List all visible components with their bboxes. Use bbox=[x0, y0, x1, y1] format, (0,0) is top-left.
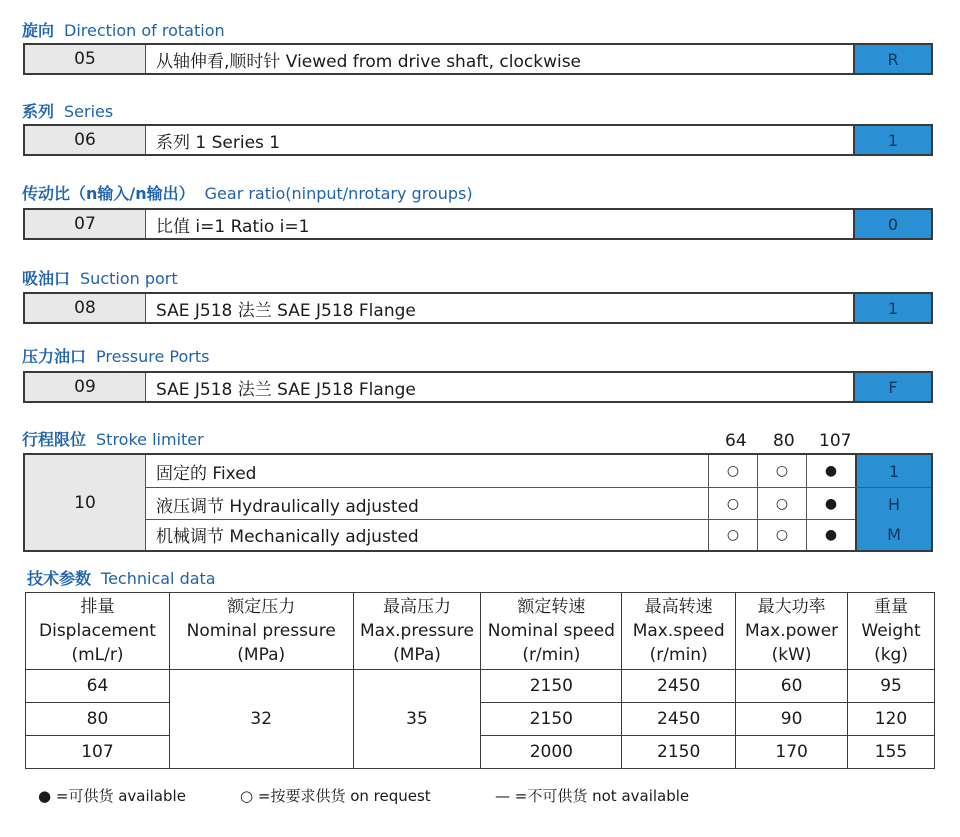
cell-max-speed: 2450 bbox=[622, 703, 736, 736]
stroke-limiter-grid bbox=[23, 453, 933, 552]
legend-not-available-text: =不可供货 not available bbox=[514, 787, 690, 805]
option-code: 05 bbox=[25, 45, 146, 73]
legend-available-text: =可供货 available bbox=[55, 787, 186, 805]
availability-mark: ● bbox=[806, 455, 855, 487]
section-title-en: Technical data bbox=[101, 569, 216, 588]
header-weight: 重量 Weight (kg) bbox=[848, 593, 935, 670]
availability-mark: ● bbox=[806, 519, 855, 550]
cell-max-power: 60 bbox=[736, 670, 848, 703]
filled-dot-icon: ● bbox=[38, 787, 52, 805]
option-value: F bbox=[853, 373, 931, 401]
cell-max-pressure: 35 bbox=[353, 670, 481, 769]
option-code: 07 bbox=[25, 210, 146, 238]
section-title-suction-port bbox=[22, 269, 178, 289]
section-title-en: Direction of rotation bbox=[64, 21, 225, 40]
option-value: M bbox=[855, 519, 931, 550]
option-description: 系列 1 Series 1 bbox=[156, 132, 281, 153]
section-title-cn: 吸油口 bbox=[22, 269, 71, 288]
option-row-gear-ratio bbox=[23, 208, 933, 240]
section-title-cn: 系列 bbox=[22, 102, 55, 121]
option-row-pressure-ports bbox=[23, 371, 933, 403]
header-max-speed: 最高转速 Max.speed (r/min) bbox=[622, 593, 736, 670]
cell-displacement: 80 bbox=[26, 703, 170, 736]
option-value: 1 bbox=[853, 126, 931, 154]
size-label-107: 107 bbox=[819, 431, 852, 451]
legend-not-available bbox=[495, 785, 689, 806]
legend-available bbox=[38, 785, 186, 806]
cell-displacement: 107 bbox=[26, 736, 170, 769]
header-nominal-speed: 额定转速 Nominal speed (r/min) bbox=[481, 593, 622, 670]
option-code: 09 bbox=[25, 373, 146, 401]
cell-nominal-speed: 2000 bbox=[481, 736, 622, 769]
section-title-cn: 压力油口 bbox=[22, 347, 87, 366]
cell-weight: 155 bbox=[848, 736, 935, 769]
section-title-gear-ratio bbox=[22, 184, 473, 204]
option-description: 液压调节 Hydraulically adjusted bbox=[156, 496, 419, 517]
cell-nominal-speed: 2150 bbox=[481, 670, 622, 703]
stroke-row-hydraulic bbox=[146, 488, 931, 520]
section-title-stroke-limiter bbox=[22, 430, 204, 450]
cell-max-speed: 2150 bbox=[622, 736, 736, 769]
hollow-dot-icon: ○ bbox=[240, 787, 254, 805]
option-code: 08 bbox=[25, 294, 146, 322]
table-row bbox=[26, 736, 935, 769]
section-title-cn: 旋向 bbox=[22, 21, 55, 40]
option-value: H bbox=[855, 488, 931, 520]
header-max-pressure: 最高压力 Max.pressure (MPa) bbox=[353, 593, 481, 670]
legend-request bbox=[240, 785, 431, 806]
cell-weight: 95 bbox=[848, 670, 935, 703]
header-nominal-pressure: 额定压力 Nominal pressure (MPa) bbox=[169, 593, 353, 670]
size-label-80: 80 bbox=[773, 431, 795, 451]
option-value: 0 bbox=[853, 210, 931, 238]
availability-mark: ○ bbox=[708, 488, 757, 520]
section-title-cn: 技术参数 bbox=[27, 569, 92, 588]
option-row-rotation bbox=[23, 43, 933, 75]
table-row bbox=[26, 670, 935, 703]
section-title-en: Pressure Ports bbox=[96, 347, 210, 366]
option-value: 1 bbox=[853, 294, 931, 322]
option-description: SAE J518 法兰 SAE J518 Flange bbox=[156, 300, 416, 321]
stroke-row-mechanical bbox=[146, 519, 931, 550]
availability-mark: ● bbox=[806, 488, 855, 520]
cell-max-power: 90 bbox=[736, 703, 848, 736]
section-title-en: Series bbox=[64, 102, 114, 121]
availability-mark: ○ bbox=[757, 488, 806, 520]
cell-max-speed: 2450 bbox=[622, 670, 736, 703]
option-value: R bbox=[853, 45, 931, 73]
option-row-series bbox=[23, 124, 933, 156]
section-title-pressure-ports bbox=[22, 347, 209, 367]
section-title-en: Stroke limiter bbox=[96, 430, 204, 449]
option-description: 比值 i=1 Ratio i=1 bbox=[156, 216, 310, 237]
option-description: 从轴伸看,顺时针 Viewed from drive shaft, clockwise bbox=[156, 51, 582, 72]
dash-icon: — bbox=[495, 787, 510, 805]
technical-data-table bbox=[25, 592, 935, 769]
availability-mark: ○ bbox=[757, 455, 806, 487]
table-row bbox=[26, 703, 935, 736]
stroke-row-fixed bbox=[146, 455, 931, 487]
option-description: 机械调节 Mechanically adjusted bbox=[156, 527, 419, 547]
cell-nominal-pressure: 32 bbox=[169, 670, 353, 769]
availability-mark: ○ bbox=[757, 519, 806, 550]
cell-max-power: 170 bbox=[736, 736, 848, 769]
legend-request-text: =按要求供货 on request bbox=[257, 787, 431, 805]
header-max-power: 最大功率 Max.power (kW) bbox=[736, 593, 848, 670]
option-row-suction-port bbox=[23, 292, 933, 324]
section-title-rotation bbox=[22, 21, 225, 41]
availability-mark: ○ bbox=[708, 455, 757, 487]
option-code: 10 bbox=[25, 455, 146, 550]
section-title-cn: 传动比（n输入/n输出） bbox=[22, 184, 195, 203]
section-title-technical-data bbox=[27, 569, 216, 589]
section-title-series bbox=[22, 102, 113, 122]
section-title-cn: 行程限位 bbox=[22, 430, 87, 449]
table-header-row bbox=[26, 593, 935, 670]
cell-nominal-speed: 2150 bbox=[481, 703, 622, 736]
option-code: 06 bbox=[25, 126, 146, 154]
option-value: 1 bbox=[855, 455, 931, 487]
option-description: SAE J518 法兰 SAE J518 Flange bbox=[156, 379, 416, 400]
availability-mark: ○ bbox=[708, 519, 757, 550]
cell-displacement: 64 bbox=[26, 670, 170, 703]
size-label-64: 64 bbox=[725, 431, 747, 451]
section-title-en: Gear ratio(ninput/nrotary groups) bbox=[204, 184, 473, 203]
option-description: 固定的 Fixed bbox=[156, 463, 257, 484]
header-displacement: 排量 Displacement (mL/r) bbox=[26, 593, 170, 670]
cell-weight: 120 bbox=[848, 703, 935, 736]
section-title-en: Suction port bbox=[80, 269, 178, 288]
